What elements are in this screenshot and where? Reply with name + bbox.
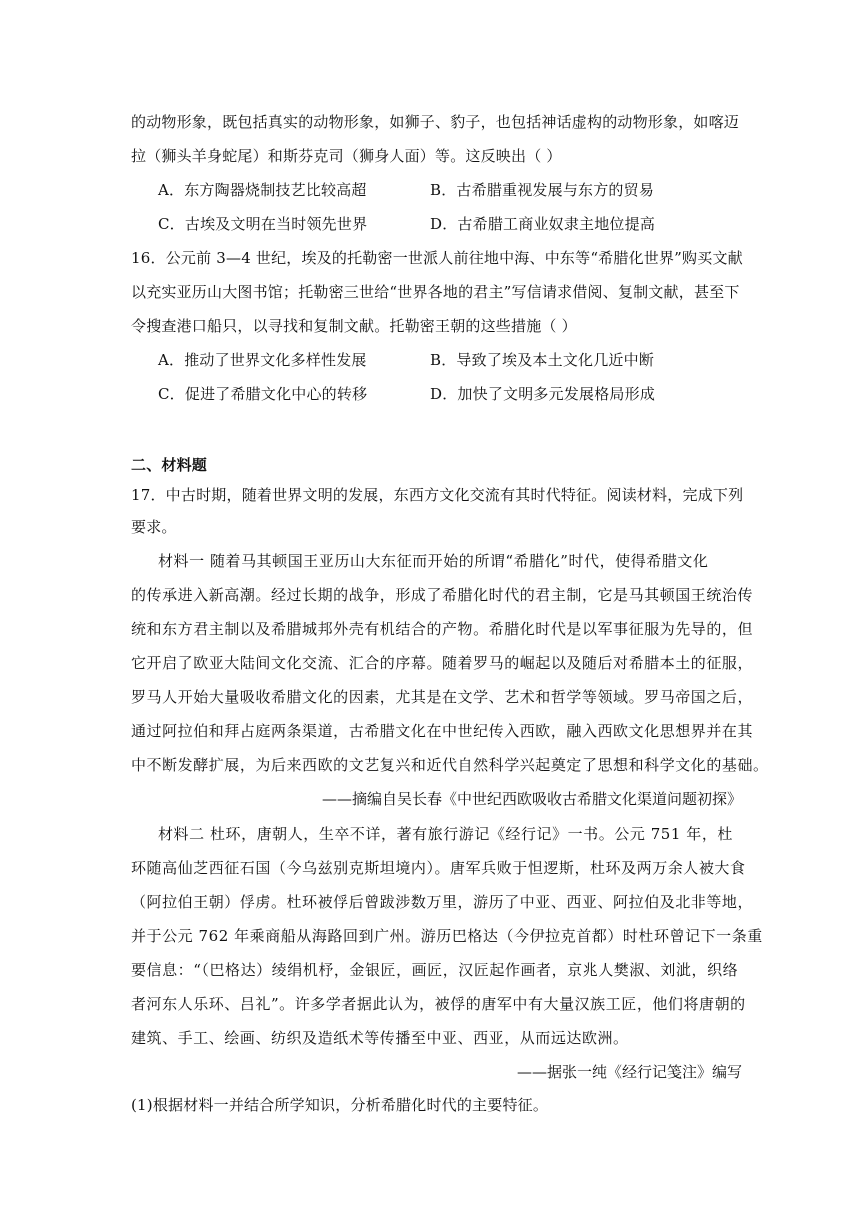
material2-line-1: 材料二 杜环，唐朝人，生卒不详，著有旅行游记《经行记》一书。公元 751 年，杜 — [158, 825, 733, 843]
material2-line-2: 环随高仙芝西征石国（今乌兹别克斯坦境内）。唐军兵败于怛逻斯，杜环及两万余人被大食 — [131, 859, 746, 877]
q15-option-a: A．东方陶器烧制技艺比较高超 — [158, 181, 367, 199]
q15-option-d: D．古希腊工商业奴隶主地位提高 — [430, 215, 656, 233]
material1-line-7: 中不断发酵扩展，为后来西欧的文艺复兴和近代自然科学兴起奠定了思想和科学文化的基础。 — [131, 756, 769, 774]
q17-text-line-2: 要求。 — [131, 518, 177, 536]
q15-text-line-2: 拉（狮头羊身蛇尾）和斯芬克司（狮身人面）等。这反映出（ ） — [131, 147, 562, 165]
q16-option-a: A．推动了世界文化多样性发展 — [158, 351, 367, 369]
material1-line-3: 统和东方君主制以及希腊城邦外壳有机结合的产物。希腊化时代是以军事征服为先导的，但 — [131, 620, 754, 638]
q16-text-line-1: 16．公元前 3—4 世纪，埃及的托勒密一世派人前往地中海、中东等“希腊化世界”购买文献 — [131, 249, 743, 267]
material2-line-7: 建筑、手工、绘画、纺织及造纸术等传播至中亚、西亚，从而远达欧洲。 — [131, 1029, 629, 1047]
material2-line-6: 者河东人乐环、吕礼”。许多学者据此认为，被俘的唐军中有大量汉族工匠，他们将唐朝的 — [131, 995, 746, 1013]
material2-line-5: 要信息：“（巴格达）绫绢机杼，金银匠，画匠，汉匠起作画者，京兆人樊淑、刘泚，织络 — [131, 961, 739, 979]
section-title: 二、材料题 — [131, 456, 208, 474]
material2-source: ——据张一纯《经行记笺注》编写 — [516, 1063, 742, 1081]
material1-line-2: 的传承进入新高潮。经过长期的战争，形成了希腊化时代的君主制，它是马其顿国王统治传 — [131, 586, 754, 604]
material1-line-6: 通过阿拉伯和拜占庭两条渠道，古希腊文化在中世纪传入西欧，融入西欧文化思想界并在其 — [131, 722, 754, 740]
q17-text-line-1: 17．中古时期，随着世界文明的发展，东西方文化交流有其时代特征。阅读材料，完成下列 — [131, 486, 744, 504]
material2-line-4: 并于公元 762 年乘商船从海路回到广州。游历巴格达（今伊拉克首都）时杜环曾记下一条重 — [131, 927, 763, 945]
material1-line-1: 材料一 随着马其顿国王亚历山大东征而开始的所谓“希腊化”时代，使得希腊文化 — [158, 552, 709, 570]
q16-option-b: B．导致了埃及本土文化几近中断 — [430, 351, 655, 369]
q15-option-b: B．古希腊重视发展与东方的贸易 — [430, 181, 655, 199]
q17-subquestion-1: (1)根据材料一并结合所学知识，分析希腊化时代的主要特征。 — [131, 1096, 549, 1114]
q16-option-d: D．加快了文明多元发展格局形成 — [430, 385, 656, 403]
material1-source: ——摘编自吴长春《中世纪西欧吸收古希腊文化渠道问题初探》 — [321, 790, 742, 808]
q16-text-line-2: 以充实亚历山大图书馆；托勒密三世给“世界各地的君主”写信请求借阅、复制文献，甚至下 — [131, 283, 740, 301]
material1-line-4: 它开启了欧亚大陆间文化交流、汇合的序幕。随着罗马的崛起以及随后对希腊本土的征服， — [131, 654, 754, 672]
q16-option-c: C．促进了希腊文化中心的转移 — [158, 385, 368, 403]
q16-text-line-3: 令搜查港口船只，以寻找和复制文献。托勒密王朝的这些措施（ ） — [131, 317, 577, 335]
material2-line-3: （阿拉伯王朝）俘虏。杜环被俘后曾跋涉数万里，游历了中亚、西亚、阿拉伯及北非等地， — [131, 893, 754, 911]
q15-text-line-1: 的动物形象，既包括真实的动物形象，如狮子、豹子，也包括神话虚构的动物形象，如喀迈 — [131, 113, 740, 131]
material1-line-5: 罗马人开始大量吸收希腊文化的因素，尤其是在文学、艺术和哲学等领域。罗马帝国之后， — [131, 688, 754, 706]
q15-option-c: C．古埃及文明在当时领先世界 — [158, 215, 368, 233]
